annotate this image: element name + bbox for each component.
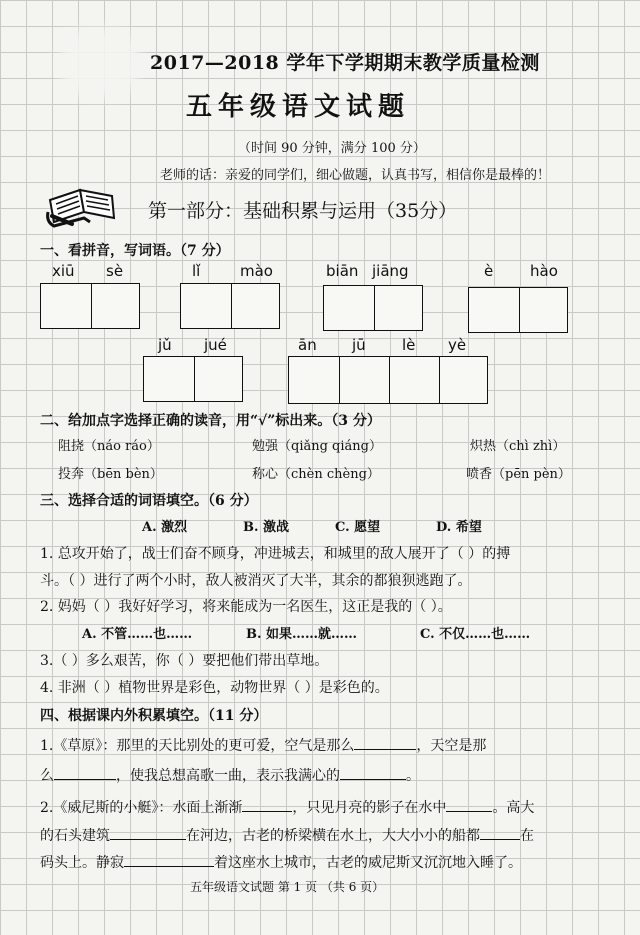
fill-blank[interactable] — [54, 767, 116, 780]
fill-text: 的石头建筑 — [40, 828, 110, 844]
fill-text: 1.《草原》：那里的天比别处的更可爱，空气是那么 — [40, 738, 355, 754]
book-icon — [44, 182, 124, 230]
sentence: 2. 妈妈（ ）我好好学习，将来能成为一名医生，这正是我的（ ）。 — [40, 599, 452, 615]
pinyin: lè — [402, 336, 416, 354]
answer-box[interactable] — [180, 283, 280, 329]
fill-text: 在 — [520, 828, 534, 844]
q2-title: 二、给加点字选择正确的读音，用“√”标出来。（3 分） — [40, 413, 381, 429]
pinyin: xiū — [52, 262, 75, 280]
fill-blank[interactable] — [110, 827, 186, 840]
pinyin: è — [484, 262, 494, 280]
fill-blank[interactable] — [124, 854, 214, 867]
fill-text: 着这座水上城市，古老的威尼斯又沉沉地入睡了。 — [214, 855, 522, 871]
fill-text: 。 — [406, 768, 420, 784]
answer-box[interactable] — [468, 287, 568, 333]
pinyin: jué — [204, 336, 227, 354]
fill-line — [40, 797, 534, 817]
option: A. 不管……也…… — [82, 627, 193, 642]
fill-line — [40, 825, 534, 845]
time-info: （时间 90 分钟，满分 100 分） — [238, 141, 426, 156]
sentence: 1. 总攻开始了，战士们奋不顾身，冲进城去，和城里的敌人展开了（ ）的搏 — [40, 546, 511, 562]
fill-text: 么 — [40, 768, 54, 784]
pinyin: ān — [298, 336, 317, 354]
exam-title: 2017—2018 学年下学期期末教学质量检测 — [150, 52, 540, 74]
smudge — [60, 28, 140, 98]
fill-text: ，使我总想高歌一曲，表示我满心的 — [116, 768, 340, 784]
option: C. 不仅……也…… — [420, 627, 531, 642]
fill-blank[interactable] — [446, 799, 492, 812]
reading-choice[interactable]: 称心（chèn chèng） — [252, 467, 380, 482]
answer-box[interactable] — [143, 356, 243, 402]
reading-choice[interactable]: 炽热（chì zhì） — [470, 439, 566, 454]
fill-text: 。高大 — [492, 800, 535, 816]
answer-box[interactable] — [40, 283, 140, 329]
option: A. 激烈 — [142, 520, 188, 535]
option: B. 如果……就…… — [246, 627, 358, 642]
q3-title: 三、选择合适的词语填空。（6 分） — [40, 493, 258, 509]
reading-choice[interactable]: 投奔（bēn bèn） — [58, 467, 163, 482]
pinyin: hào — [530, 262, 558, 280]
fill-text: ，天空是那 — [416, 738, 487, 754]
answer-box[interactable] — [323, 285, 423, 331]
q4-title: 四、根据课内外积累填空。（11 分） — [40, 708, 268, 724]
fill-text: ，只见月亮的影子在水中 — [292, 800, 447, 816]
fill-blank[interactable] — [480, 827, 520, 840]
fill-line — [40, 765, 420, 785]
pinyin: jiāng — [372, 262, 409, 280]
part-one-title: 第一部分：基础积累与运用（35分） — [148, 200, 458, 222]
q1-title: 一、看拼音，写词语。（7 分） — [40, 243, 230, 259]
pinyin: biān — [326, 262, 359, 280]
pinyin: yè — [448, 336, 467, 354]
option: B. 激战 — [243, 520, 290, 535]
option: C. 愿望 — [335, 520, 381, 535]
fill-blank[interactable] — [242, 799, 292, 812]
pinyin: jū — [352, 336, 366, 354]
sentence: 斗。（ ）进行了两个小时，敌人被消灭了大半，其余的都狼狈逃跑了。 — [40, 573, 472, 589]
pinyin: mào — [240, 262, 273, 280]
fill-line — [40, 735, 486, 755]
answer-box[interactable] — [288, 356, 488, 404]
fill-blank[interactable] — [340, 767, 406, 780]
fill-blank[interactable] — [354, 737, 416, 750]
fill-text: 在河边，古老的桥梁横在水上，大大小小的船都 — [186, 828, 480, 844]
sentence: 4. 非洲（ ）植物世界是彩色，动物世界（ ）是彩色的。 — [40, 680, 389, 696]
pinyin: sè — [106, 262, 124, 280]
pinyin: lǐ — [192, 262, 201, 280]
option: D. 希望 — [436, 520, 482, 535]
fill-text: 2.《威尼斯的小艇》：水面上渐渐 — [40, 800, 243, 816]
fill-line — [40, 852, 522, 872]
page-footer: 五年级语文试题 第 1 页 （共 6 页） — [190, 880, 385, 894]
reading-choice[interactable]: 阻挠（náo ráo） — [58, 439, 160, 454]
reading-choice[interactable]: 喷香（pēn pèn） — [466, 467, 571, 482]
sentence: 3.（ ）多么艰苦，你（ ）要把他们带出草地。 — [40, 653, 329, 669]
teacher-note: 老师的话：亲爱的同学们，细心做题，认真书写，相信你是最棒的！ — [160, 168, 551, 183]
subject-title: 五年级语文试题 — [186, 92, 411, 122]
pinyin: jǔ — [158, 336, 172, 354]
fill-text: 码头上。静寂 — [40, 855, 124, 871]
reading-choice[interactable]: 勉强（qiǎng qiáng） — [252, 439, 382, 454]
